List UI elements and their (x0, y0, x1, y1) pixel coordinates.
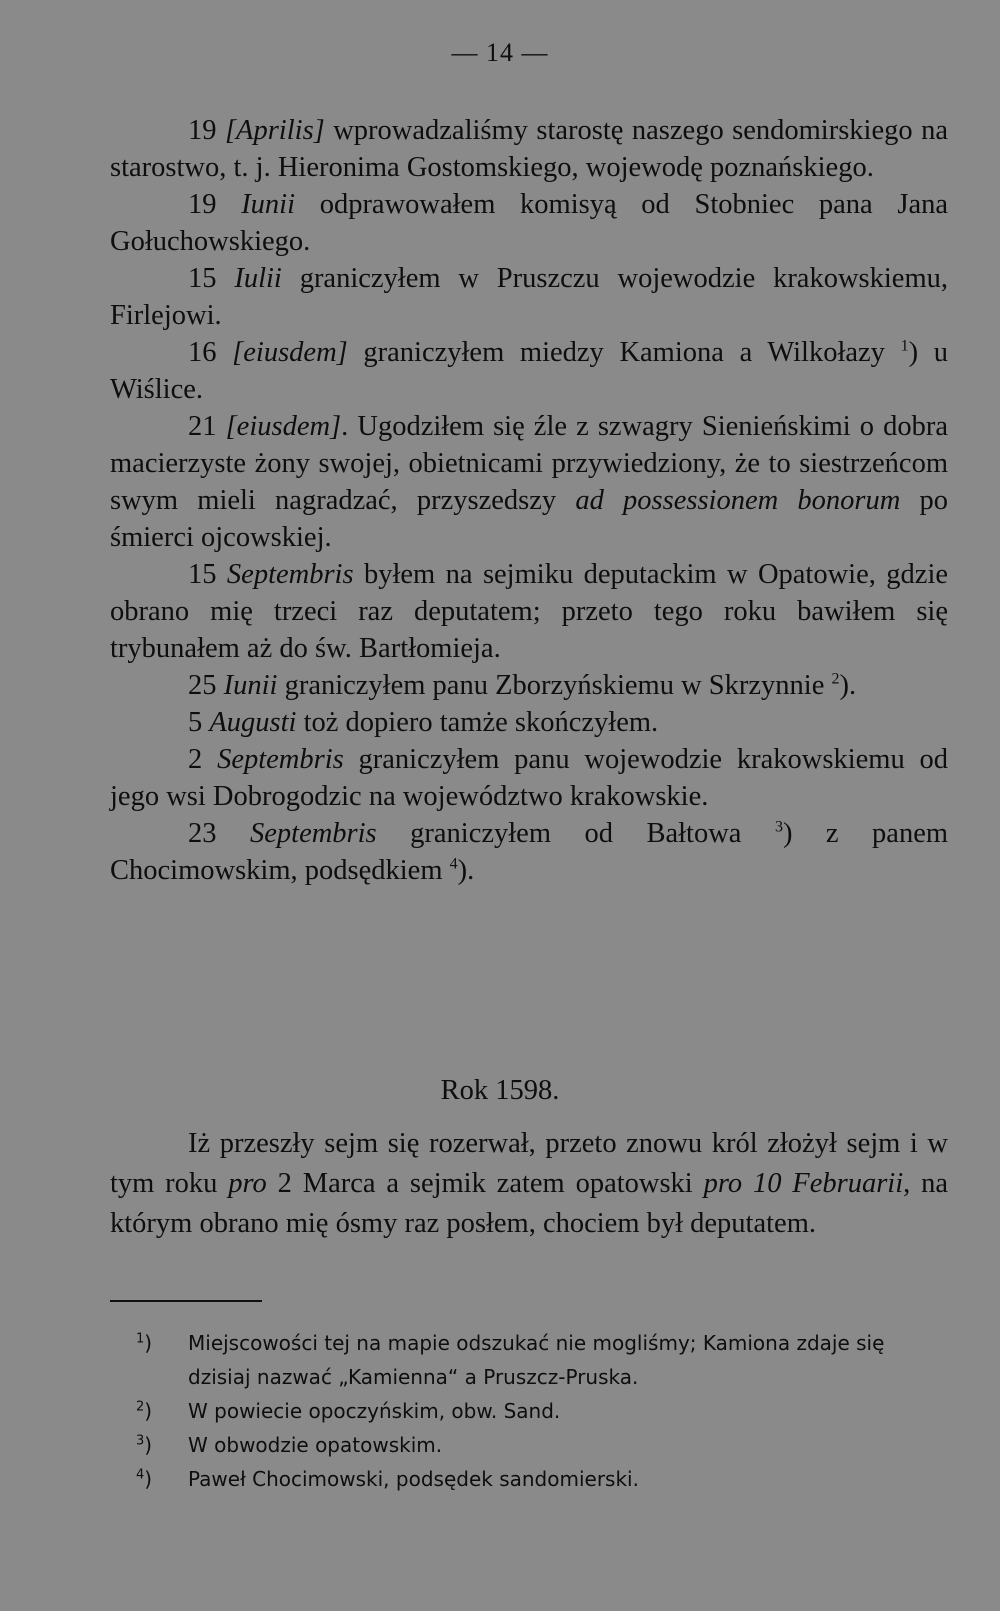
footnote-mark: $^1$) (136, 1331, 153, 1355)
footnote-ref: 1 (900, 337, 909, 355)
entry-paragraph: 15 Septembris byłem na sejmiku deputackim w Opatowie, gdzie obrano mię trzeci raz deputatem; przeto tego roku bawiłem się trybunałem aż do św. Bartłomieja. (110, 559, 949, 664)
footnote-text: Miejscowości tej na mapie odszukać nie mogliśmy; Kamiona zdaje się dzisiaj nazwać „Kamienna“ a Pruszcz-Pruska. (188, 1331, 885, 1389)
entry-paragraph: 25 Iunii graniczyłem panu Zborzyńskiemu w Skrzynnie $^2$). (188, 670, 857, 701)
footnote (120, 1462, 950, 1496)
footnote (120, 1326, 950, 1394)
year-paragraph: Iż przeszły sejm się rozerwał, przeto znowu król złożył sejm i w tym roku pro 2 Marca a sejmik zatem opatowski pro 10 Februarii, na którym obrano mię ósmy raz posłem, chociem był deputatem. (110, 1128, 948, 1239)
entry-paragraph: 19 [Aprilis] wprowadzaliśmy starostę naszego sendomirskiego na starostwo, t. j. Hieronima Gostomskiego, wojewodę poznańskiego. (110, 115, 948, 183)
entry-date-latin: [eiusdem] (225, 411, 342, 442)
entry-date-latin: Septembris (217, 744, 344, 775)
entry-paragraph: 15 Iulii graniczyłem w Pruszczu wojewodzie krakowskiemu, Firlejowi. (110, 263, 948, 331)
footnote-ref: 2 (831, 670, 840, 688)
entry-date-latin: Septembris (250, 818, 377, 849)
footnote-ref: 4 (449, 855, 458, 873)
entry-date-latin: Septembris (226, 559, 354, 590)
year-heading: Rok 1598. (440, 1075, 560, 1106)
entry-date-latin: Iunii (223, 670, 278, 701)
page-number: — 14 — (451, 38, 549, 67)
footnote-divider (110, 1300, 262, 1302)
entry-paragraph: 19 Iunii odprawowałem komisyą od Stobniec pana Jana Gołuchowskiego. (110, 189, 949, 257)
footnotes (120, 1326, 950, 1496)
footnote-text: W obwodzie opatowskim. (188, 1433, 443, 1457)
entry-date-latin: [eiusdem] (232, 337, 348, 368)
entry-paragraph: 21 [eiusdem]. Ugodziłem się źle z szwagry Sienieńskimi o dobra macierzyste żony swojej, obietnicami przywiedziony, że to siestrzeńcom swym mieli nagradzać, przyszedszy ad possessionem bonorum po śmierci ojcowskiej. (110, 411, 949, 553)
entry-date-latin: Augusti (209, 707, 297, 738)
entry-paragraph: 5 Augusti toż dopiero tamże skończyłem. (188, 707, 659, 738)
footnote-text: W powiecie opoczyńskim, obw. Sand. (188, 1399, 561, 1423)
latin-phrase: pro (228, 1168, 267, 1199)
year-section (110, 1124, 948, 1244)
footnote-mark: $^2$) (136, 1399, 153, 1423)
entry-date-latin: [Aprilis] (224, 115, 325, 146)
entry-paragraph: 2 Septembris graniczyłem panu wojewodzie krakowskiemu od jego wsi Dobrogodzic na województwo krakowskie. (110, 744, 948, 812)
entry-date-latin: Iunii (241, 189, 296, 220)
footnote-mark: $^3$) (136, 1433, 153, 1457)
latin-phrase: ad possessionem bonorum (575, 485, 901, 516)
footnote-ref: 3 (774, 818, 783, 836)
latin-phrase: pro 10 Februarii (703, 1168, 904, 1199)
entry-date-latin: Iulii (234, 263, 282, 294)
footnote-mark: $^4$) (136, 1467, 153, 1491)
entry-paragraph: 23 Septembris graniczyłem od Bałtowa $^3$) z panem Chocimowskim, podsędkiem $^4$). (110, 818, 949, 886)
footnote-text: Paweł Chocimowski, podsędek sandomierski. (188, 1467, 639, 1491)
main-text (110, 112, 948, 889)
entry-paragraph: 16 [eiusdem] graniczyłem miedzy Kamiona a Wilkołazy $^1$) u Wiślice. (110, 337, 948, 405)
footnote (120, 1428, 950, 1462)
footnote (120, 1394, 950, 1428)
